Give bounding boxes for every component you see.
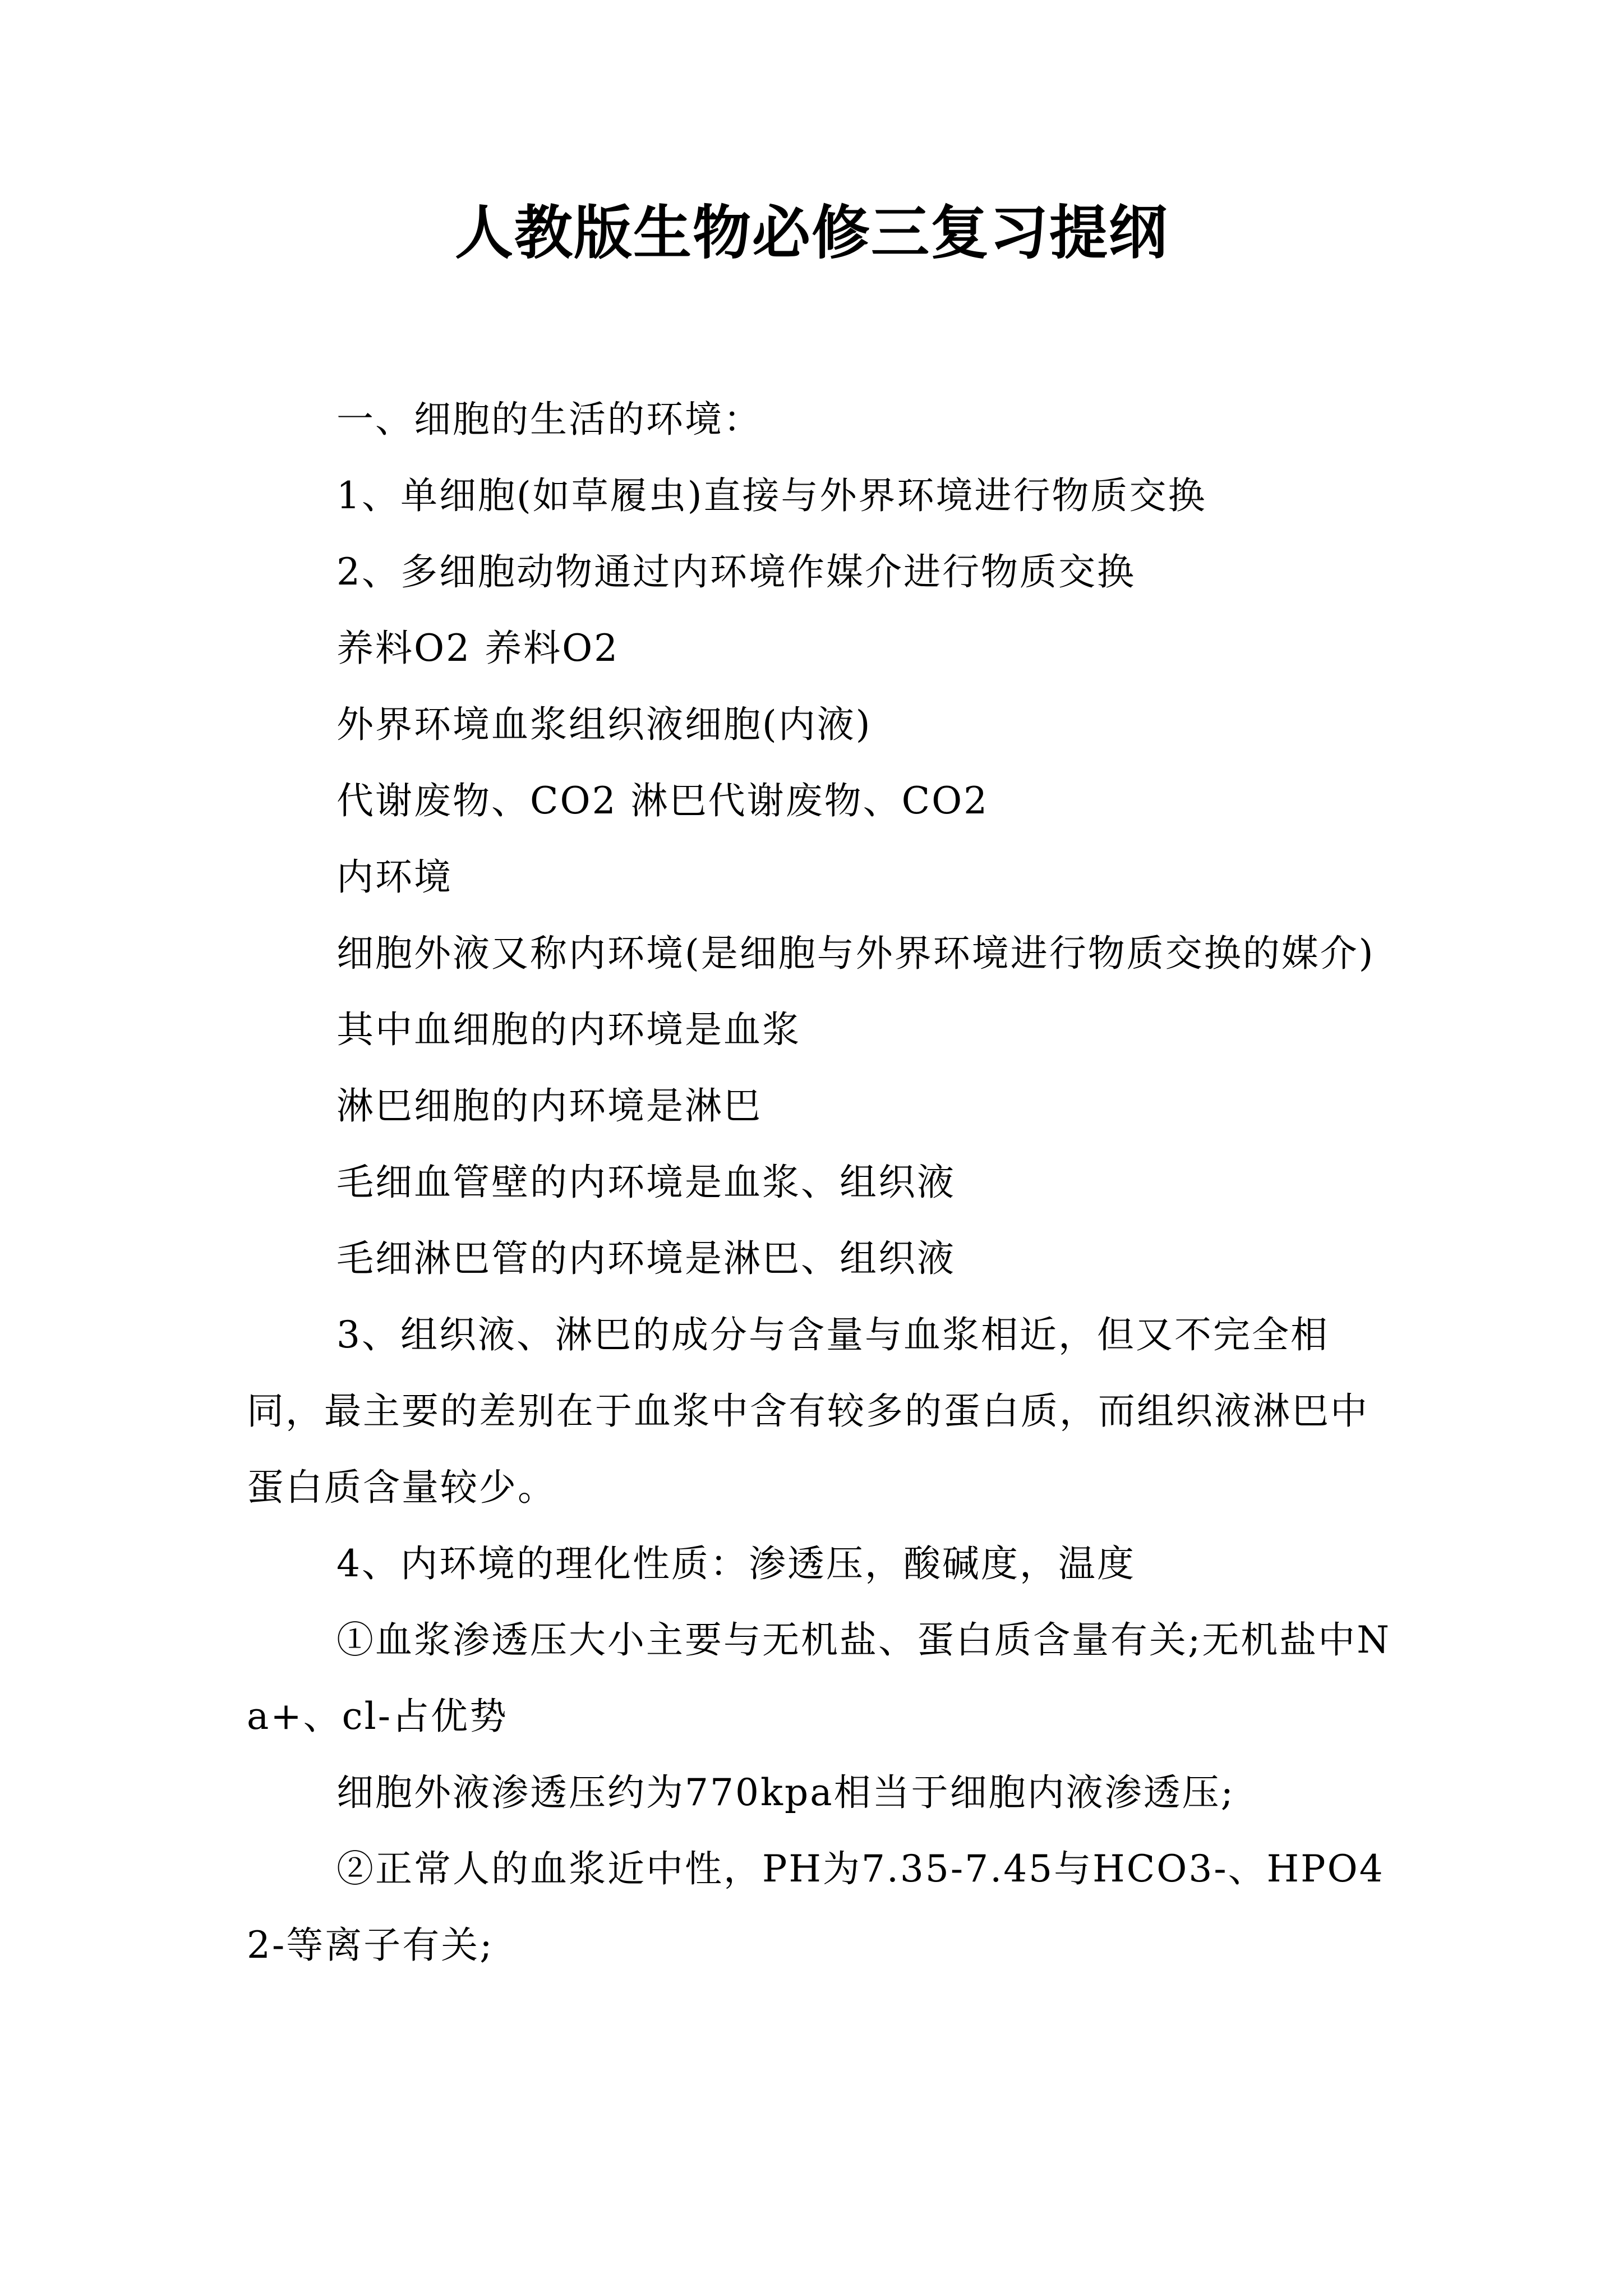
paragraph-nutrients: 养料O2 养料O2 [336, 627, 620, 670]
paragraph-section-heading: 一、细胞的生活的环境： [336, 398, 762, 441]
paragraph-internal-environment: 内环境 [336, 855, 453, 899]
paragraph-lymph-capillary: 毛细淋巴管的内环境是淋巴、组织液 [336, 1237, 956, 1280]
paragraph-blood-cells: 其中血细胞的内环境是血浆 [336, 1008, 801, 1051]
paragraph-capillary-wall: 毛细血管壁的内环境是血浆、组织液 [336, 1161, 956, 1204]
paragraph-osmotic-pressure: ①血浆渗透压大小主要与无机盐、蛋白质含量有关;无机盐中Na+、cl-占优势 [247, 1618, 1391, 1738]
paragraph-environment-flow: 外界环境血浆组织液细胞(内液) [336, 703, 872, 746]
paragraph-osmotic-value: 细胞外液渗透压约为770kpa相当于细胞内液渗透压; [336, 1771, 1235, 1814]
paragraph-ph: ②正常人的血浆近中性，PH为7.35-7.45与HCO3-、HPO42-等离子有关; [247, 1847, 1385, 1967]
paragraph-multi-cell: 2、多细胞动物通过内环境作媒介进行物质交换 [336, 550, 1136, 593]
paragraph-extracellular-fluid: 细胞外液又称内环境(是细胞与外界环境进行物质交换的媒介) [336, 932, 1375, 975]
document-body [247, 381, 1391, 1984]
paragraph-properties: 4、内环境的理化性质：渗透压，酸碱度，温度 [336, 1542, 1136, 1585]
paragraph-composition: 3、组织液、淋巴的成分与含量与血浆相近，但又不完全相同，最主要的差别在于血浆中含有较多的蛋白质，而组织液淋巴中蛋白质含量较少。 [247, 1313, 1369, 1509]
paragraph-metabolic-waste: 代谢废物、CO2 淋巴代谢废物、CO2 [336, 779, 989, 822]
paragraph-single-cell: 1、单细胞(如草履虫)直接与外界环境进行物质交换 [336, 474, 1207, 517]
document-title: 人教版生物必修三复习提纲 [454, 199, 1168, 267]
paragraph-lymphocytes: 淋巴细胞的内环境是淋巴 [336, 1084, 762, 1128]
